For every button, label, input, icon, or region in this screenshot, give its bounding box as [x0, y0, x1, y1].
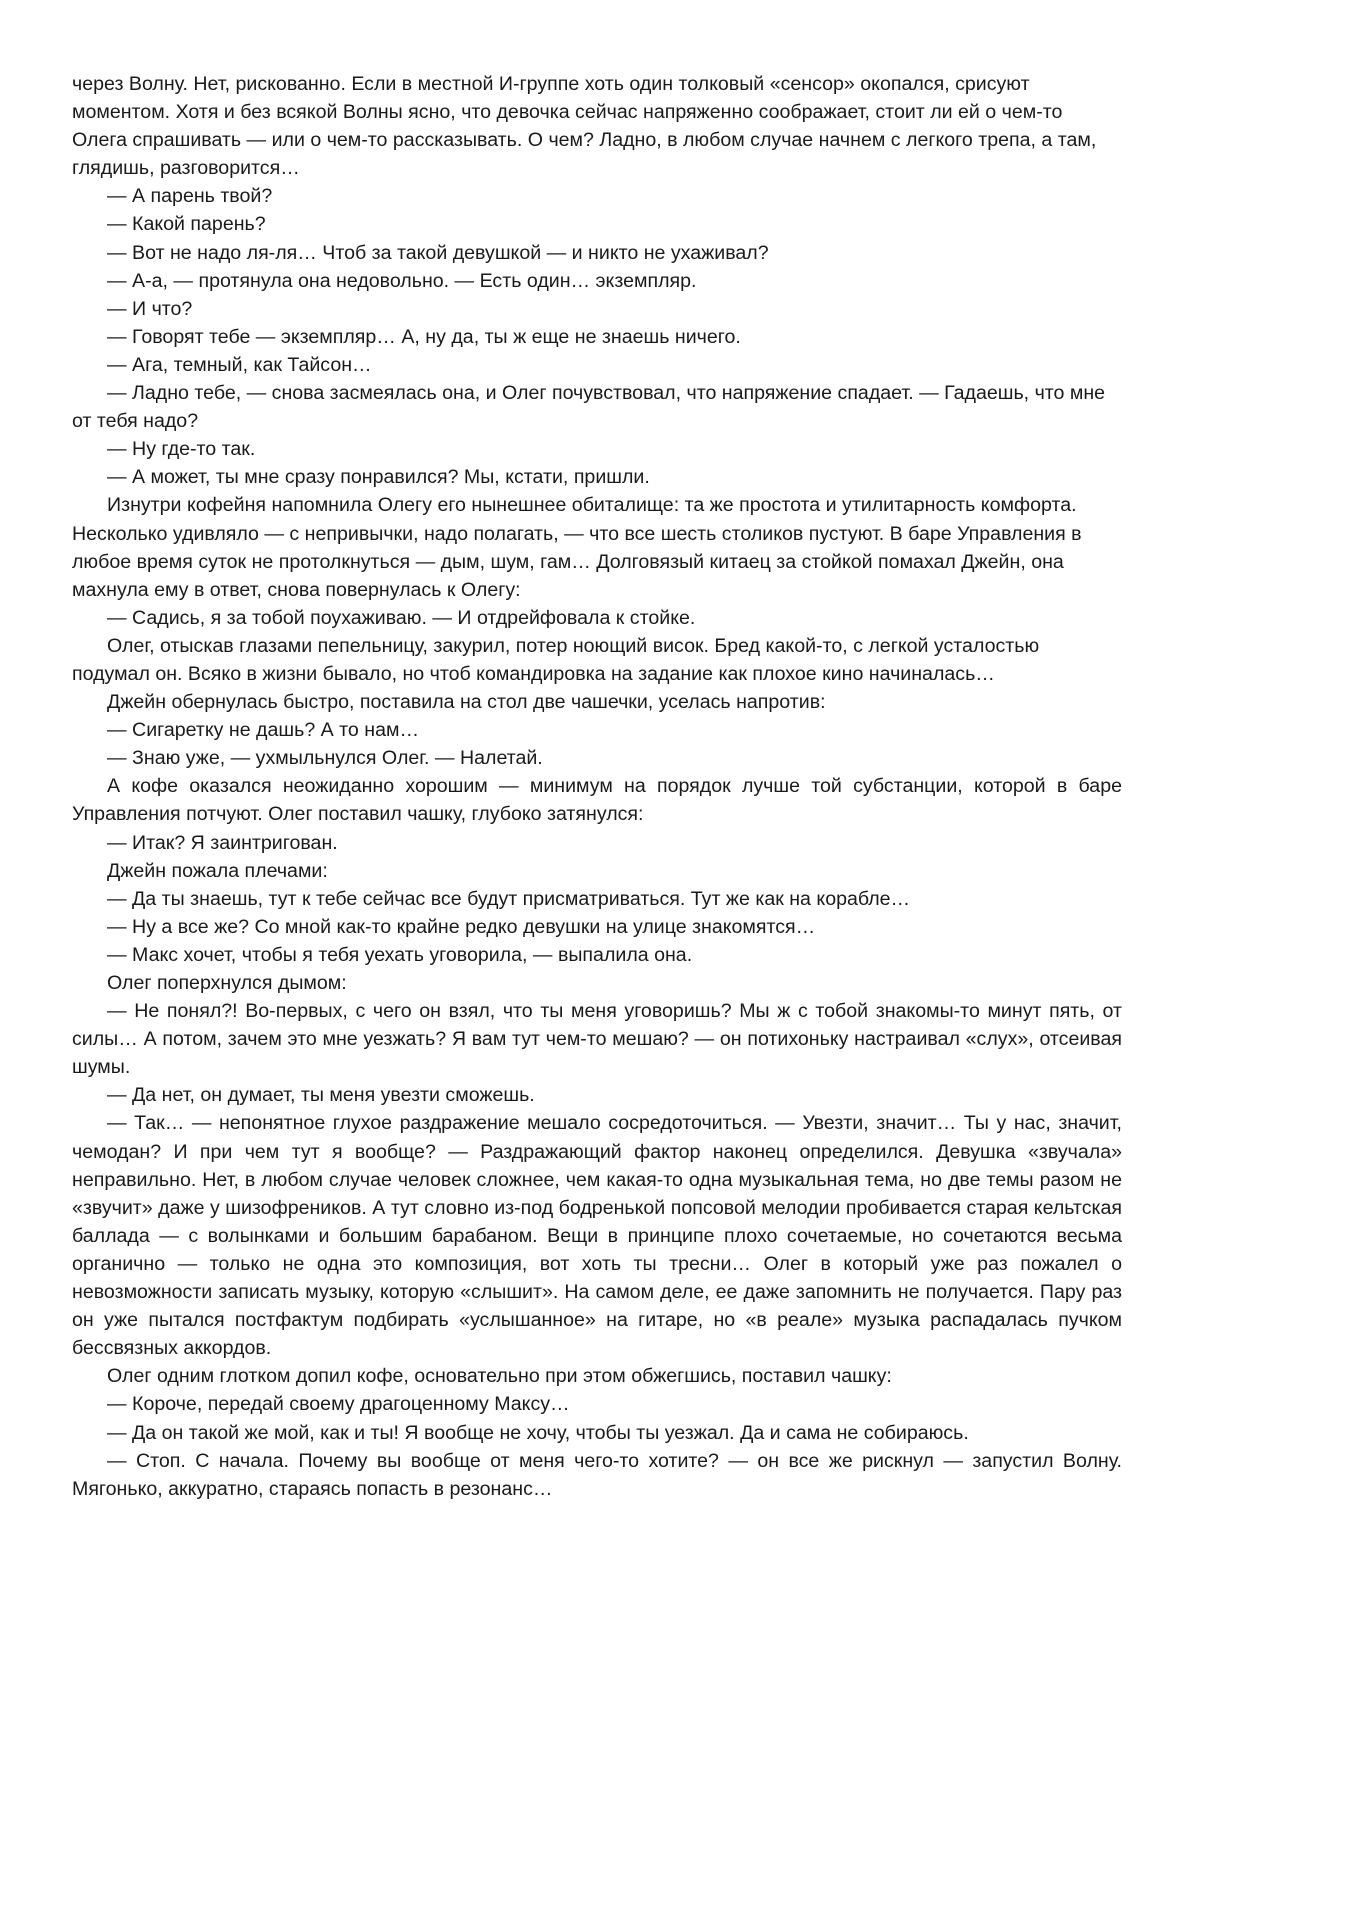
- paragraph: — Сигаретку не дашь? А то нам…: [107, 719, 420, 742]
- paragraph: — Знаю уже, — ухмыльнулся Олег. — Налетай.: [107, 747, 543, 770]
- paragraph: — Какой парень?: [107, 213, 266, 236]
- paragraph: — Вот не надо ля-ля… Чтоб за такой девушкой — и никто не ухаживал?: [107, 241, 769, 264]
- paragraph: Изнутри кофейня напомнила Олегу его нынешнее обиталище: та же простота и утилитарность комфорта. Несколько удивляло — с непривычки, надо полагать, — что все шесть столиков пустуют. В баре Управления в любое время суток не протолкнуться — дым, шум, гам… Долговязый китаец за стойкой помахал Джейн, она махнула ему в ответ, снова повернулась к Олегу:: [72, 494, 1082, 601]
- paragraph: — А может, ты мне сразу понравился? Мы, кстати, пришли.: [107, 466, 650, 489]
- paragraph: — Ну а все же? Со мной как-то крайне редко девушки на улице знакомятся…: [107, 915, 816, 938]
- paragraph: — Говорят тебе — экземпляр… А, ну да, ты ж еще не знаешь ничего.: [107, 325, 741, 348]
- paragraph: — Да он такой же мой, как и ты! Я вообще не хочу, чтобы ты уезжал. Да и сама не собираюсь.: [107, 1421, 969, 1444]
- document-page: [72, 70, 1122, 1503]
- paragraph: — Ладно тебе, — снова засмеялась она, и Олег почувствовал, что напряжение спадает. — Гадаешь, что мне от тебя надо?: [72, 382, 1106, 433]
- paragraph: — А-а, — протянула она недовольно. — Есть один… экземпляр.: [107, 269, 697, 292]
- paragraph: — Короче, передай своему драгоценному Максу…: [107, 1393, 570, 1416]
- paragraph: — Макс хочет, чтобы я тебя уехать уговорила, — выпалила она.: [107, 943, 693, 966]
- paragraph: — Не понял?! Во-первых, с чего он взял, что ты меня уговоришь? Мы ж с тобой знакомы-то минут пять, от силы… А потом, зачем это мне уезжать? Я вам тут чем-то мешаю? — он потихоньку настраивал «слух», отсеивая шумы.: [72, 1000, 1122, 1079]
- paragraph: — Да нет, он думает, ты меня увезти сможешь.: [107, 1084, 535, 1107]
- paragraph: — Ну где-то так.: [107, 438, 256, 461]
- paragraph: Олег, отыскав глазами пепельницу, закурил, потер ноющий висок. Бред какой-то, с легкой усталостью подумал он. Всяко в жизни бывало, но чтоб командировка на задание как плохое кино начиналась…: [72, 634, 1040, 685]
- paragraph: — Итак? Я заинтригован.: [107, 831, 338, 854]
- paragraph: А кофе оказался неожиданно хорошим — минимум на порядок лучше той субстанции, которой в баре Управления потчуют. Олег поставил чашку, глубоко затянулся:: [72, 775, 1122, 826]
- paragraph: — Ага, темный, как Тайсон…: [107, 353, 372, 376]
- paragraph: Олег поперхнулся дымом:: [107, 972, 347, 994]
- paragraph: — Садись, я за тобой поухаживаю. — И отдрейфовала к стойке.: [107, 606, 696, 629]
- paragraph: — Да ты знаешь, тут к тебе сейчас все будут присматриваться. Тут же как на корабле…: [107, 887, 911, 910]
- paragraph: Джейн обернулась быстро, поставила на стол две чашечки, уселась напротив:: [107, 691, 826, 714]
- paragraph: через Волну. Нет, рискованно. Если в местной И-группе хоть один толковый «сенсор» окопался, срисуют моментом. Хотя и без всякой Волны ясно, что девочка сейчас напряженно соображает, стоит ли ей о чем-то Олега спрашивать — или о чем-то рассказывать. О чем? Ладно, в любом случае начнем с легкого трепа, а там, глядишь, разговорится…: [72, 73, 1097, 180]
- paragraph: — А парень твой?: [107, 185, 273, 208]
- paragraph: — Стоп. С начала. Почему вы вообще от меня чего-то хотите? — он все же рискнул — запустил Волну. Мягонько, аккуратно, стараясь попасть в резонанс…: [72, 1449, 1122, 1500]
- paragraph: — Так… — непонятное глухое раздражение мешало сосредоточиться. — Увезти, значит… Ты у нас, значит, чемодан? И при чем тут я вообще? — Раздражающий фактор наконец определился. Девушка «звучала» неправильно. Нет, в любом случае человек сложнее, чем какая-то одна музыкальная тема, но две темы разом не «звучит» даже у шизофреников. А тут словно из-под бодренькой попсовой мелодии пробивается старая кельтская баллада — с волынками и большим барабаном. Вещи в принципе плохо сочетаемые, но сочетаются весьма органично — только не одна это композиция, вот хоть ты тресни… Олег в который уже раз пожалел о невозможности записать музыку, которую «слышит». На самом деле, ее даже запомнить не получается. Пару раз он уже пытался постфактум подбирать «услышанное» на гитаре, но «в реале» музыка распадалась пучком бессвязных аккордов.: [72, 1112, 1122, 1360]
- paragraph: Джейн пожала плечами:: [107, 859, 328, 882]
- paragraph: — И что?: [107, 297, 193, 320]
- paragraph: Олег одним глотком допил кофе, основательно при этом обжегшись, поставил чашку:: [107, 1365, 892, 1388]
